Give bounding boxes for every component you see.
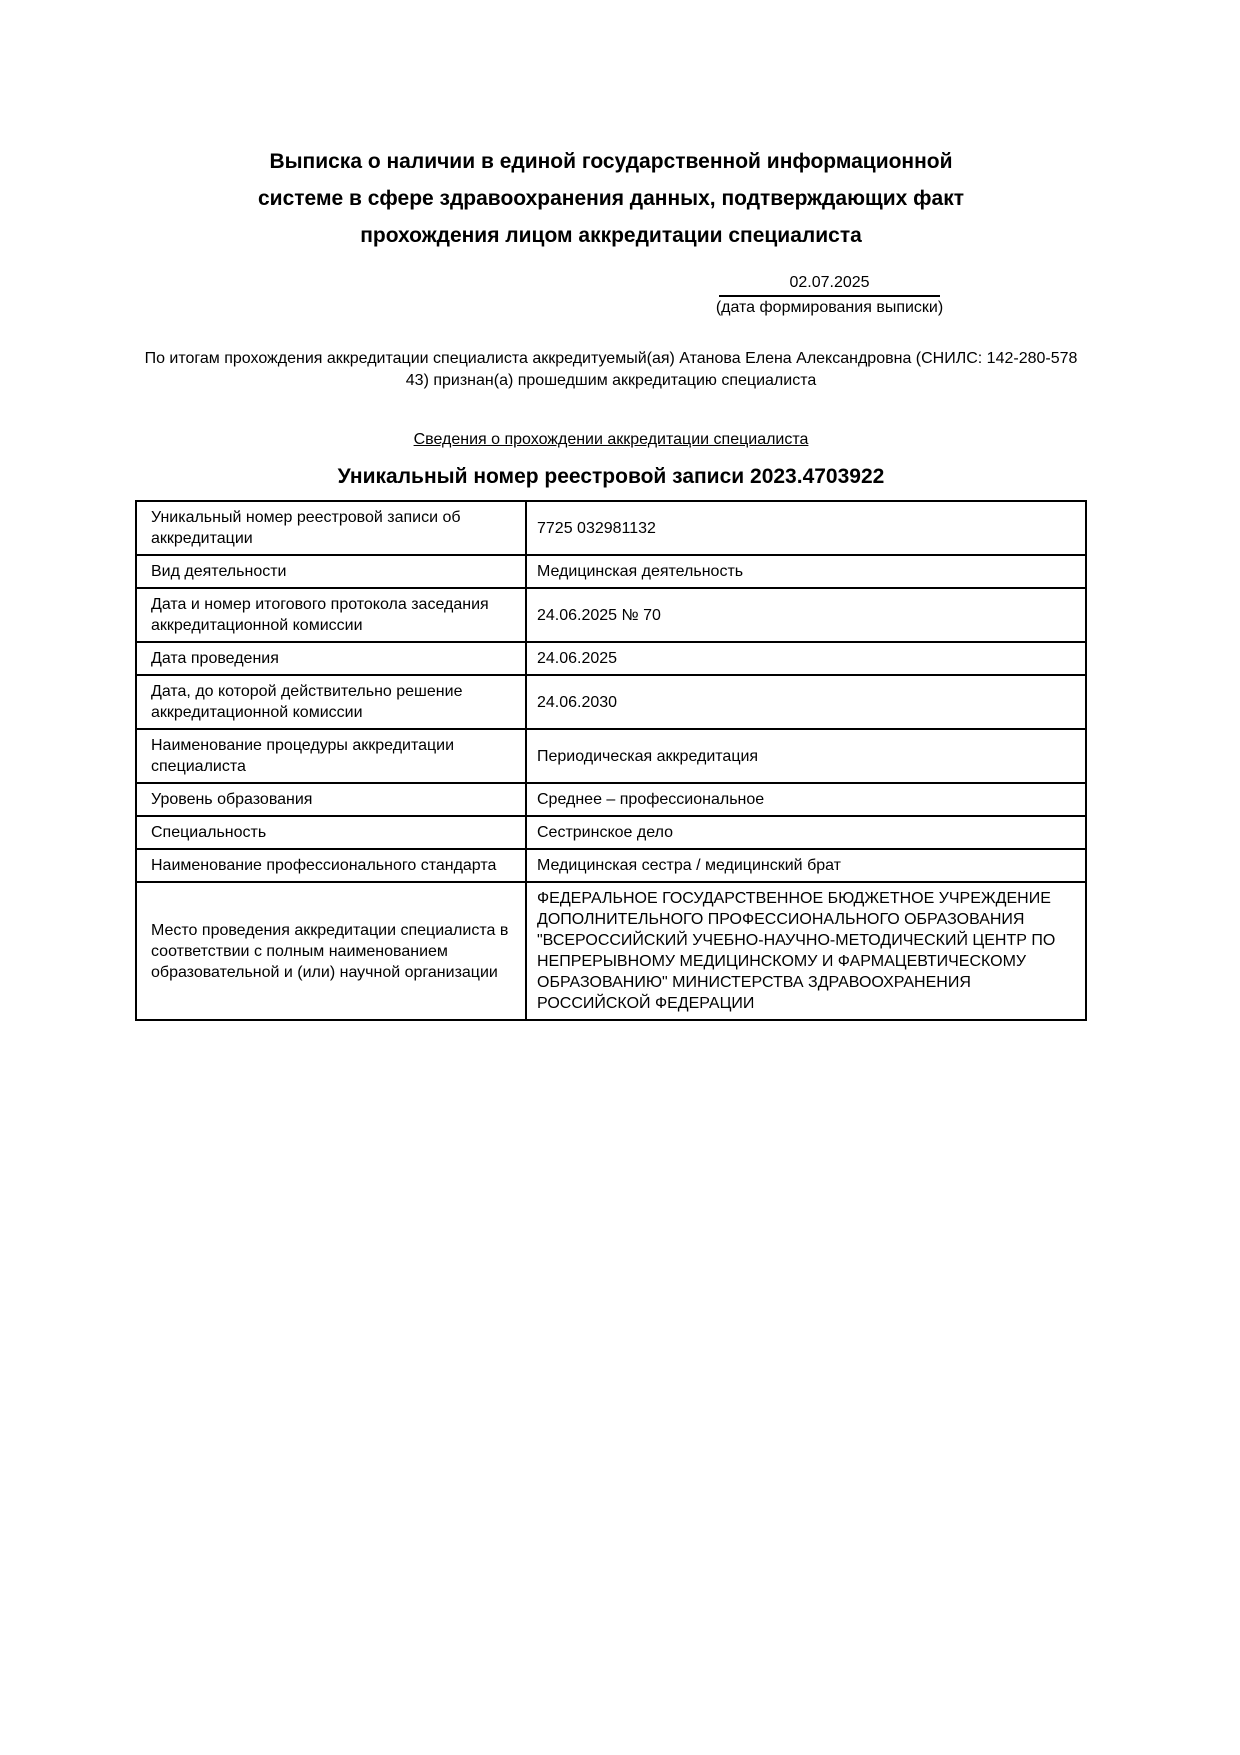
- table-row: [136, 729, 1086, 783]
- row-label: Уровень образования: [136, 783, 526, 816]
- table-row: [136, 849, 1086, 882]
- table-row: [136, 816, 1086, 849]
- document-title: [135, 143, 1087, 254]
- intro-paragraph-line: 43) признан(а) прошедшим аккредитацию специалиста: [405, 372, 817, 389]
- intro-paragraph: [135, 348, 1087, 392]
- row-value: 24.06.2025: [526, 642, 1086, 675]
- table-row: [136, 783, 1086, 816]
- row-label: Уникальный номер реестровой записи об аккредитации: [136, 501, 526, 555]
- formation-date: 02.07.2025: [719, 272, 940, 297]
- document-title-line: системе в сфере здравоохранения данных, подтверждающих факт: [257, 187, 964, 210]
- row-value: 7725 032981132: [526, 501, 1086, 555]
- table-row: [136, 642, 1086, 675]
- row-value: Сестринское дело: [526, 816, 1086, 849]
- row-label: Дата, до которой действительно решение аккредитационной комиссии: [136, 675, 526, 729]
- table-row: [136, 588, 1086, 642]
- row-label: Дата проведения: [136, 642, 526, 675]
- row-value: 24.06.2030: [526, 675, 1086, 729]
- row-value: Медицинская деятельность: [526, 555, 1086, 588]
- row-value: Медицинская сестра / медицинский брат: [526, 849, 1086, 882]
- document-title-line: Выписка о наличии в единой государственной информационной: [269, 150, 953, 173]
- table-row: [136, 555, 1086, 588]
- document-title-line: прохождения лицом аккредитации специалиста: [360, 224, 862, 247]
- section-heading: Сведения о прохождении аккредитации специалиста: [413, 431, 809, 448]
- intro-paragraph-line: По итогам прохождения аккредитации специалиста аккредитуемый(ая) Атанова Елена Александровна (СНИЛС: 142-280-578: [144, 350, 1078, 367]
- row-value: Периодическая аккредитация: [526, 729, 1086, 783]
- accreditation-table: [135, 500, 1087, 1021]
- document-page: [135, 0, 1087, 1021]
- row-value: ФЕДЕРАЛЬНОЕ ГОСУДАРСТВЕННОЕ БЮДЖЕТНОЕ УЧРЕЖДЕНИЕ ДОПОЛНИТЕЛЬНОГО ПРОФЕССИОНАЛЬНОГО ОБРАЗОВАНИЯ "ВСЕРОССИЙСКИЙ УЧЕБНО-НАУЧНО-МЕТОДИЧЕСКИЙ ЦЕНТР ПО НЕПРЕРЫВНОМУ МЕДИЦИНСКОМУ И ФАРМАЦЕВТИЧЕСКОМУ ОБРАЗОВАНИЮ" МИНИСТЕРСТВА ЗДРАВООХРАНЕНИЯ РОССИЙСКОЙ ФЕДЕРАЦИИ: [526, 882, 1086, 1020]
- formation-date-caption: (дата формирования выписки): [715, 299, 944, 316]
- row-label: Дата и номер итогового протокола заседания аккредитационной комиссии: [136, 588, 526, 642]
- registry-number-heading: Уникальный номер реестровой записи 2023.4703922: [337, 465, 885, 488]
- row-value: Среднее – профессиональное: [526, 783, 1086, 816]
- row-label: Наименование процедуры аккредитации специалиста: [136, 729, 526, 783]
- row-label: Вид деятельности: [136, 555, 526, 588]
- formation-date-block: [712, 272, 947, 317]
- row-value: 24.06.2025 № 70: [526, 588, 1086, 642]
- row-label: Место проведения аккредитации специалиста в соответствии с полным наименованием образовательной и (или) научной организации: [136, 882, 526, 1020]
- row-label: Специальность: [136, 816, 526, 849]
- row-label: Наименование профессионального стандарта: [136, 849, 526, 882]
- table-row: [136, 675, 1086, 729]
- table-row: [136, 501, 1086, 555]
- table-row: [136, 882, 1086, 1020]
